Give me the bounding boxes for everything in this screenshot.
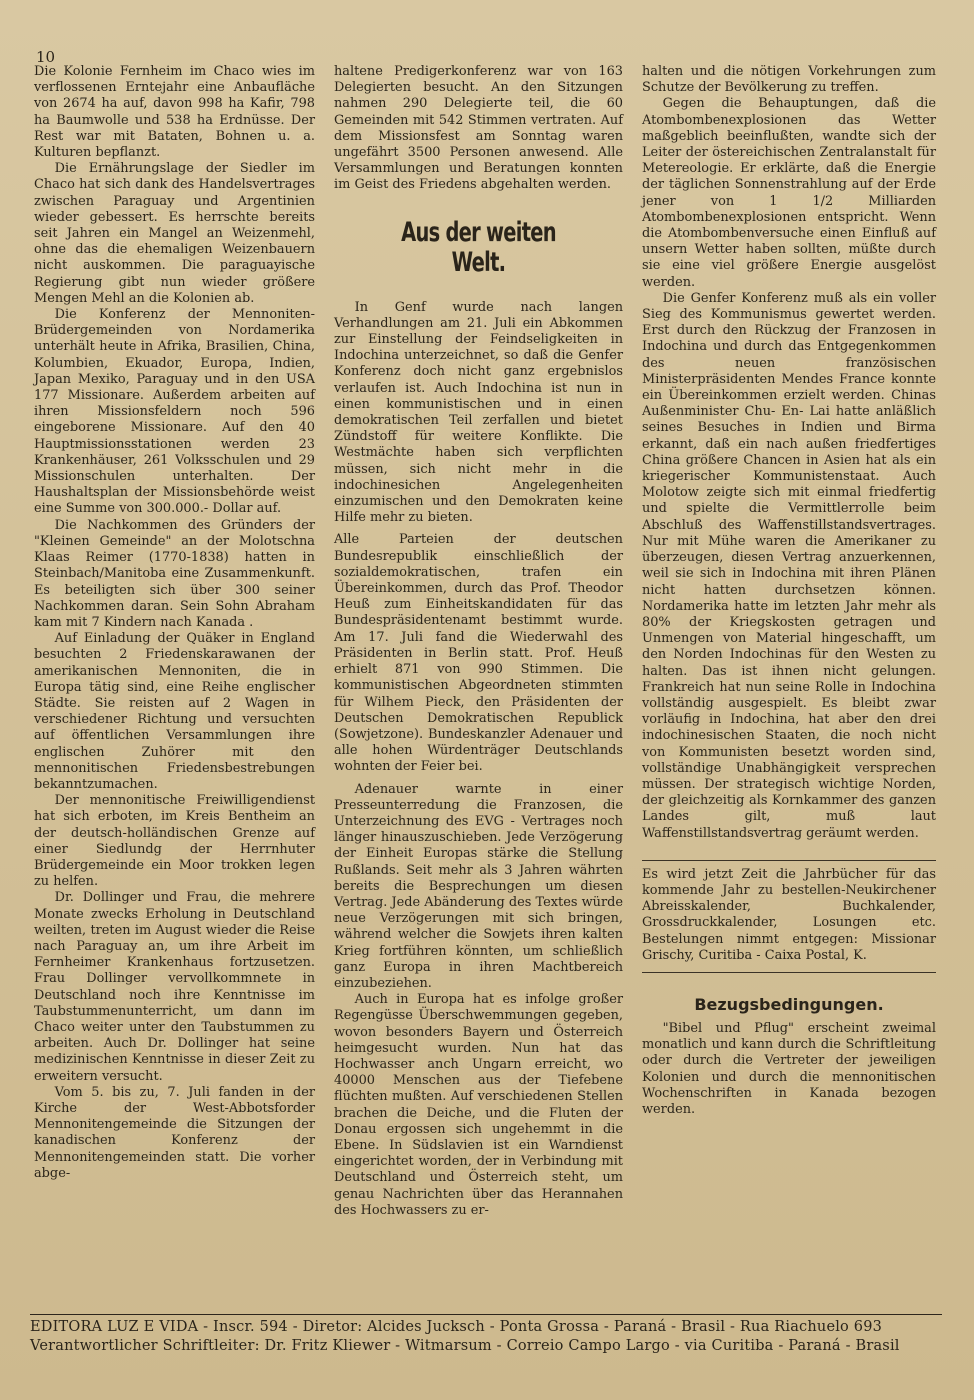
column-2 xyxy=(334,64,623,1219)
imprint-line-2: Verantwortlicher Schriftleiter: Dr. Fritz Kliewer - Witmarsum - Correio Campo Largo - via Curitiba - Paraná - Brasil xyxy=(30,1338,900,1354)
subscription-text: "Bibel und Pflug" erscheint zweimal monatlich und kann durch die Schriftleitung oder durch die Vertreter der jeweiligen Kolonien und durch die mennonitischen Wochenschriften in Kanada bezogen werden. xyxy=(642,1020,936,1117)
paragraph: Vom 5. bis zu, 7. Juli fanden in der Kirche der West-Abbotsforder Mennonitengemeinde die Sitzungen der kanadischen Konferenz der Mennonitengemeinden statt. Die vorher abge- xyxy=(34,1084,315,1181)
subscription-heading: Bezugsbedingungen. xyxy=(694,994,884,1014)
imprint-footer xyxy=(30,1314,942,1356)
paragraph: haltene Predigerkonferenz war von 163 Delegierten besucht. An den Sitzungen nahmen 290 Delegierte teil, die 60 Gemeinden mit 542 Stimmen vertraten. Auf dem Missionsfest am Sonntag waren ungefährt 3500 Personen anwesend. Alle Versammlungen und Beratungen konnten im Geist des Friedens abgehalten werden. xyxy=(334,64,623,193)
paragraph: Der mennonitische Freiwilligendienst hat sich erboten, im Kreis Bentheim an der deutsch-holländischen Grenze auf einer Siedlundg der Herrnhuter Brüdergemeinde ein Moor trokken legen zu helfen. xyxy=(34,793,315,890)
imprint-line-1: EDITORA LUZ E VIDA - Inscr. 594 - Diretor: Alcides Jucksch - Ponta Grossa - Paraná - Brasil - Rua Riachuelo 693 xyxy=(30,1319,883,1335)
paragraph: Gegen die Behauptungen, daß die Atombombenexplosionen das Wetter maßgeblich beeinflußten, wandte sich der Leiter der östereichischen Zentralanstalt für Metereologie. Er erklärte, daß die Energie der täglichen Sonnenstrahlung auf der Erde jener von 1 1/2 Milliarden Atombombenexplosionen entspricht. Wenn die Atombombenversuche einen Einfluß auf unsern Wetter haben sollten, müßte durch sie eine viel größere Energie ausgelöst werden. xyxy=(642,96,936,290)
paragraph: In Genf wurde nach langen Verhandlungen am 21. Juli ein Abkommen zur Einstellung der Feindseligkeiten in Indochina unterzeichnet, so daß die Genfer Konferenz doch nicht ganz ergebnislos verlaufen ist. Auch Indochina ist nun in einen kommunistischen und in einen demokratischen Teil zerfallen und bietet Zündstoff für weitere Konflikte. Die Westmächte haben sich verpflichten müssen, sich nicht mehr in die indochinesichen Angelegenheiten einzumischen und den Demokraten keine Hilfe mehr zu bieten. xyxy=(334,299,623,526)
paragraph: Die Kolonie Fernheim im Chaco wies im verflossenen Erntejahr eine Anbaufläche von 2674 ha auf, davon 998 ha Kafir, 798 ha Baumwolle und 538 ha Erdnüsse. Der Rest war mit Bataten, Bohnen u. a. Kulturen bepflanzt. xyxy=(34,64,315,161)
paragraph: Die Nachkommen des Gründers der "Kleinen Gemeinde" an der Molotschna Klaas Reimer (1770-1838) hatten in Steinbach/Manitoba eine Zusammenkunft. Es beteiligten sich über 300 seiner Nachkommen daran. Sein Sohn Abraham kam mit 7 Kindern nach Kanada . xyxy=(34,517,315,630)
paragraph: Die Konferenz der Mennoniten-Brüdergemeinden von Nordamerika unterhält heute in Afrika, Brasilien, China, Kolumbien, Ekuador, Europa, Indien, Japan Mexiko, Paraguay und in den USA 177 Missionare. Außerdem arbeiten auf ihren Missionsfeldern noch 596 eingeborene Missionare. Auf den 40 Hauptmissionsstationen werden 23 Krankenhäuser, 261 Volksschulen und 29 Missionschulen unterhalten. Der Haushaltsplan der Missionsbehörde weist eine Summe von 300.000.- Dollar auf. xyxy=(34,307,315,517)
paragraph: Auch in Europa hat es infolge großer Regengüsse Überschwemmungen gegeben, wovon besonders Bayern und Österreich heimgesucht wurden. Nun hat das Hochwasser anch Ungarn erreicht, wo 40000 Menschen aus der Tiefebene flüchten mußten. Auf verschiedenen Stellen brachen die Deiche, und die Fluten der Donau ergossen sich ungehemmt in die Ebene. In Südslavien ist ein Warndienst eingerichtet worden, der in Verbindung mit Deutschland und Österreich steht, um genau Nachrichten über das Herannahen des Hochwassers zu er- xyxy=(334,992,623,1218)
page-number: 10 xyxy=(36,48,56,66)
column-3 xyxy=(642,64,936,1118)
paragraph: halten und die nötigen Vorkehrungen zum Schutze der Bevölkerung zu treffen. xyxy=(642,64,936,96)
column-1 xyxy=(34,64,315,1182)
paragraph: Alle Parteien der deutschen Bundesrepublik einschließlich der sozialdemokratischen, trafen ein Übereinkommen, durch das Prof. Theodor Heuß zum Einheitskandidaten für das Bundespräsidentenamt bestimmt wurde. Am 17. Juli fand die Wiederwahl des Präsidenten in Berlin statt. Prof. Heuß erhielt 871 von 990 Stimmen. Die kommunistischen Abgeordneten stimmten für Wilhem Pieck, den Präsidenten der Deutschen Demokratischen Republick (Sowjetzone). Bundeskanzler Adenauer und alle hohen Würdenträger Deutschlands wohnten der Feier bei. xyxy=(334,532,623,775)
paragraph: Adenauer warnte in einer Presseunterredung die Franzosen, die Unterzeichnung des EVG - Vertrages noch länger hinauszuschieben. Jede Verzögerung der Einheit Europas stärke die Stellung Rußlands. Seit mehr als 3 Jahren währten bereits die Besprechungen um diesen Vertrag. Jede Abänderung des Textes würde neue Verzögerungen mit sich bringen, während welcher die Sowjets ihren kalten Krieg fortführen könnten, um schließlich ganz Europa in ihren Machtbereich einzubeziehen. xyxy=(334,781,623,991)
paragraph: Die Genfer Konferenz muß als ein voller Sieg des Kommunismus gewertet werden. Erst durch den Rückzug der Franzosen in Indochina und durch das Entgegenkommen des neuen französischen Ministerpräsidenten Mendes France konnte ein Übereinkommen erzielt werden. Chinas Außenminister Chu- En- Lai hatte anläßlich seines Besuches in Indien und Birma erkannt, daß ein nach außen friedfertiges China größere Chancen in Asien hat als ein kriegerischer Kommunistenstaat. Auch Molotow zeigte sich mit einmal friedfertig und spielte die Vermittlerrolle beim Abschluß des Waffenstillstandsvertrages. Nur mit Mühe waren die Amerikaner zu überzeugen, diesen Vertrag anzuerkennen, weil sie sich in Indochina mit ihren Plänen nicht hatten durchsetzen können. Nordamerika hatte im letzten Jahr mehr als 80% der Kriegskosten getragen und Unmengen von Material hingeschafft, um den Norden Indochinas für den Westen zu halten. Das ist ihnen nicht gelungen. Frankreich hat nun seine Rolle in Indochina vollständig ausgespielt. Es bleibt zwar vorläufig in Indochina, hat aber den drei indochinesischen Staaten, die noch nicht von Kommunisten besetzt worden sind, vollständige Unabhängigkeit versprechen müssen. Der strategisch wichtige Norden, der gleichzeitig als Kornkammer des ganzen Landes gilt, muß laut Waffenstillstandsvertrag geräumt werden. xyxy=(642,290,936,841)
paragraph: Die Ernährungslage der Siedler im Chaco hat sich dank des Handelsvertrages zwischen Paraguay und Argentinien wieder gebessert. Es herrschte bereits seit Jahren ein Mangel an Weizenmehl, ohne das die ehemaligen Weizenbauern nicht auskommen. Die paraguayische Regierung gibt nun wieder größere Mengen Mehl an die Kolonien ab. xyxy=(34,161,315,306)
paragraph: Dr. Dollinger und Frau, die mehrere Monate zwecks Erholung in Deutschland weilten, treten im August wieder die Reise nach Paraguay an, um ihre Arbeit im Fernheimer Krankenhaus fortzusetzen. Frau Dollinger vervollkommnete in Deutschland noch ihre Kenntnisse im Taubstummenunterricht, um dann im Chaco weiter unter den Taubstummen zu arbeiten. Auch Dr. Dollinger hat seine medizinischen Kenntnisse in dieser Zeit zu erweitern versucht. xyxy=(34,890,315,1084)
notice-box xyxy=(642,860,936,973)
section-heading: Aus der weiten Welt. xyxy=(401,216,556,278)
paragraph: Auf Einladung der Quäker in England besuchten 2 Friedenskarawanen der amerikanischen Mennoniten, die in Europa tätig sind, eine Reihe englischer Städte. Sie reisten auf 2 Wagen in verschiedener Richtung und versuchten auf öffentlichen Versammlungen ihre englischen Zuhörer mit den mennonitischen Friedensbestrebungen bekanntzumachen. xyxy=(34,631,315,792)
notice-text: Es wird jetzt Zeit die Jahrbücher für das kommende Jahr zu bestellen-Neukirchener Abreisskalender, Buchkalender, Grossdruckkalender, Losungen etc. Bestelungen nimmt entgegen: Missionar Grischy, Curitiba - Caixa Postal, K. xyxy=(642,866,936,963)
